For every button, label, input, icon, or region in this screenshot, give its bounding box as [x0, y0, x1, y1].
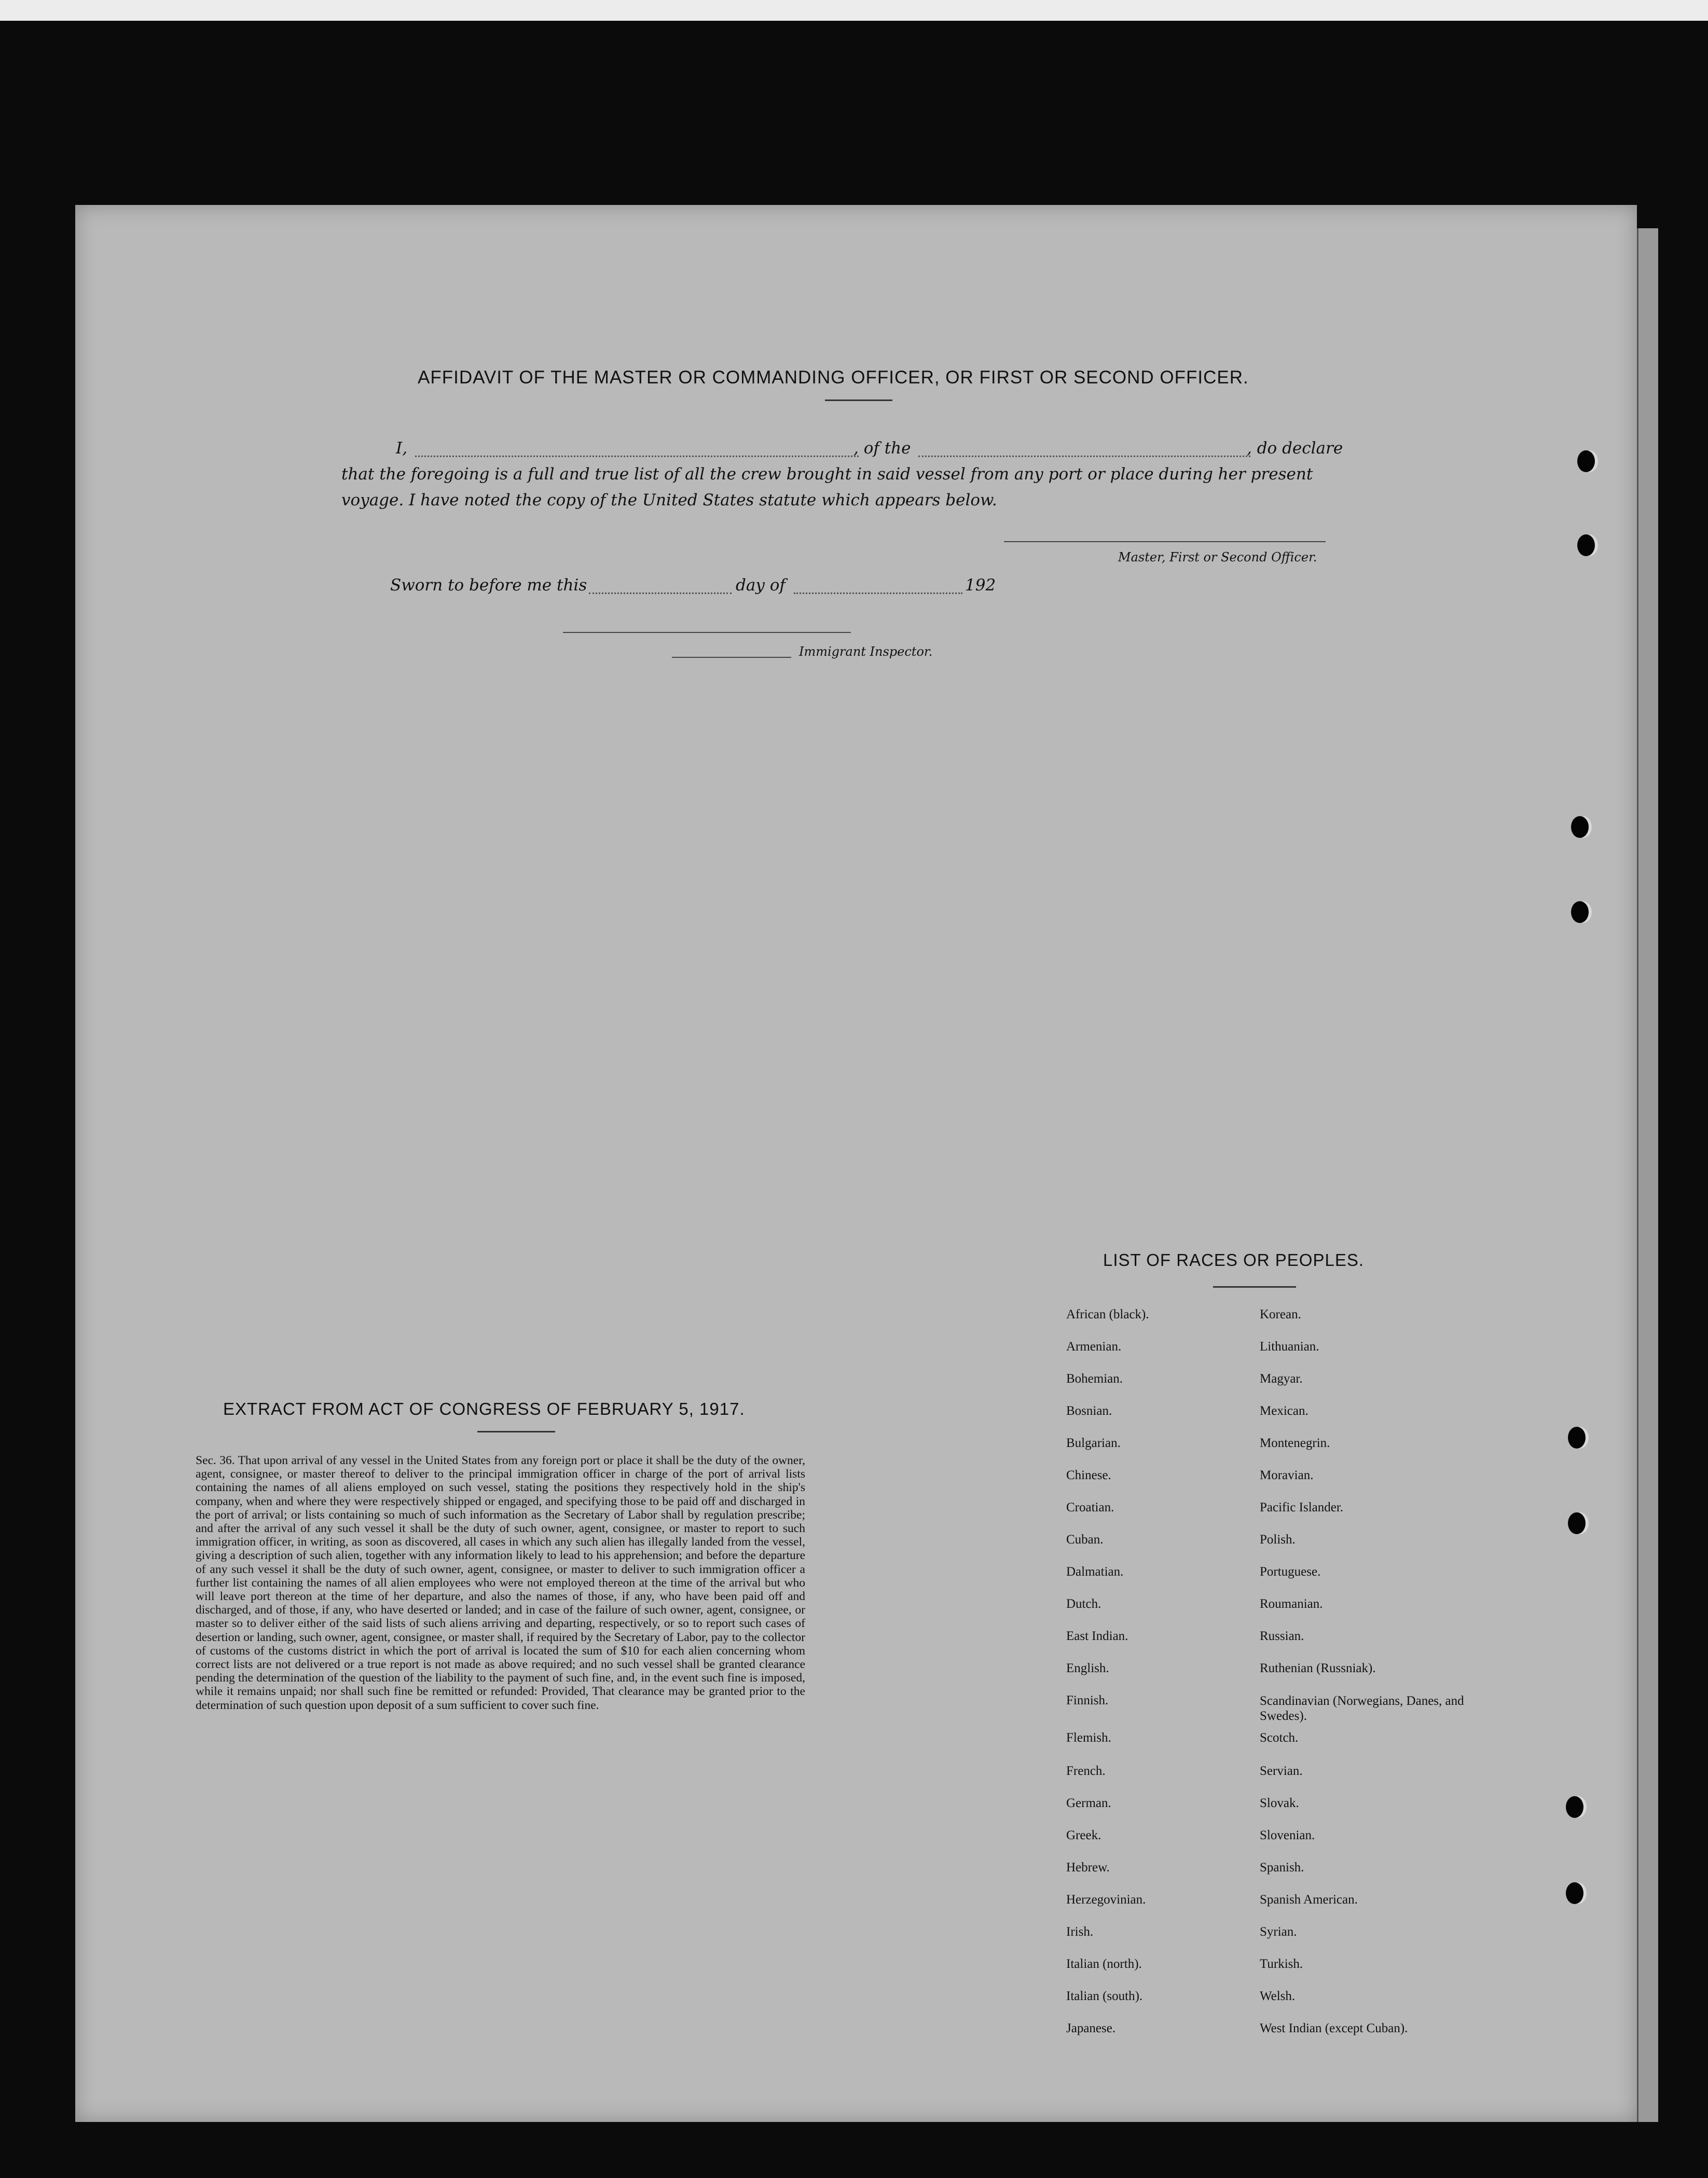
- race-item: Bulgarian.: [1066, 1436, 1121, 1450]
- race-item: Hebrew.: [1066, 1860, 1110, 1874]
- extract-title-rule: [477, 1431, 555, 1432]
- race-item: Roumanian.: [1260, 1597, 1323, 1611]
- vessel-name-field[interactable]: [918, 456, 1250, 457]
- race-item: African (black).: [1066, 1307, 1149, 1321]
- affidavit-do-declare: , do declare: [1247, 439, 1343, 458]
- inspector-signature-line[interactable]: [672, 657, 791, 658]
- race-item: Magyar.: [1260, 1372, 1303, 1386]
- race-item: Irish.: [1066, 1925, 1094, 1939]
- races-title: LIST OF RACES OR PEOPLES.: [1103, 1250, 1365, 1270]
- race-item: Polish.: [1260, 1533, 1296, 1547]
- sworn-month-field[interactable]: [794, 592, 962, 594]
- race-item: Ruthenian (Russniak).: [1260, 1661, 1376, 1675]
- title-rule: [825, 399, 892, 401]
- punch-hole: [1566, 1882, 1583, 1904]
- inspector-label: Immigrant Inspector.: [799, 644, 933, 659]
- scan-top-strip: [0, 0, 1708, 21]
- race-item: Chinese.: [1066, 1468, 1111, 1482]
- punch-hole: [1566, 1796, 1583, 1818]
- race-item: Italian (north).: [1066, 1957, 1142, 1971]
- race-item: Syrian.: [1260, 1925, 1297, 1939]
- affidavit-i: I,: [396, 439, 408, 458]
- affidavit-line-3: voyage. I have noted the copy of the United States statute which appears below.: [341, 491, 997, 509]
- affidavit-title: AFFIDAVIT OF THE MASTER OR COMMANDING OFFICER, OR FIRST OR SECOND OFFICER.: [418, 367, 1249, 388]
- race-item: Armenian.: [1066, 1340, 1122, 1354]
- race-item: West Indian (except Cuban).: [1260, 2021, 1408, 2035]
- races-title-rule: [1213, 1286, 1296, 1288]
- act-section-36-text: Sec. 36. That upon arrival of any vessel in the United States from any foreign port or place it shall be the duty of the owner, agent, consignee, or master thereof to deliver to the principal immigration officer in charge of the port of arrival lists containing the names of all aliens employed on such vessel, stating the positions they respectively hold in the ship's company, when and where they were respectively shipped or engaged, and specifying those to be paid off and discharged in the port of arrival; or lists containing so much of such information as the Secretary of Labor shall by regulation prescribe; and after the arrival of any such vessel it shall be the duty of such owner, agent, consignee, or master to report to such immigration officer, in writing, as soon as discovered, all cases in which any such alien has illegally landed from the vessel, giving a description of such alien, together with any information likely to lead to his apprehension; and before the departure of any such vessel it shall be the duty of such owner, agent, consignee, or master to deliver to such immigration officer a further list containing the names of all alien employees who were not employed thereon at the time of the arrival but who will leave port thereon at the time of her departure, and also the names of those, if any, who have been paid off and discharged, and of those, if any, who have deserted or landed; and in case of the failure of such owner, agent, consignee, or master so to deliver either of the said lists of such aliens arriving and departing, respectively, or so to report such cases of desertion or landing, such owner, agent, consignee, or master shall, if required by the Secretary of Labor, pay to the collector of customs of the customs district in which the port of arrival is located the sum of $10 for each alien concerning whom correct lists are not delivered or a true report is not made as above required; and no such vessel shall be granted clearance pending the determination of the question of the liability to the payment of such fine, and, in the event such fine is imposed, while it remains unpaid; nor shall such fine be remitted or refunded: Provided, That clearance may be granted prior to the determination of such question upon deposit of a sum sufficient to cover such fine.: [196, 1454, 805, 1712]
- race-item: Montenegrin.: [1260, 1436, 1330, 1450]
- race-item: Italian (south).: [1066, 1989, 1143, 2003]
- race-item: Herzegovinian.: [1066, 1893, 1146, 1907]
- race-item: Dalmatian.: [1066, 1565, 1124, 1579]
- inspector-signature-line-upper: [563, 632, 851, 633]
- race-item: Lithuanian.: [1260, 1340, 1319, 1354]
- master-signature-label: Master, First or Second Officer.: [1118, 550, 1317, 564]
- extract-title: EXTRACT FROM ACT OF CONGRESS OF FEBRUARY 5, 1917.: [223, 1399, 745, 1418]
- page-stack-edge: [1637, 228, 1658, 2122]
- race-item: Korean.: [1260, 1307, 1301, 1321]
- race-item: Slovak.: [1260, 1796, 1299, 1810]
- race-item: Slovenian.: [1260, 1828, 1315, 1842]
- race-item: Finnish.: [1066, 1693, 1109, 1707]
- punch-hole: [1571, 816, 1589, 838]
- race-item: Scandinavian (Norwegians, Danes, and Swedes).: [1260, 1694, 1464, 1723]
- race-item: Croatian.: [1066, 1500, 1114, 1514]
- race-item: Cuban.: [1066, 1533, 1104, 1547]
- race-item: Bosnian.: [1066, 1404, 1112, 1418]
- race-item: Spanish.: [1260, 1860, 1304, 1874]
- race-item: Moravian.: [1260, 1468, 1314, 1482]
- day-of-text: day of: [736, 576, 786, 595]
- punch-hole: [1568, 1512, 1586, 1534]
- declarant-name-field[interactable]: [415, 456, 859, 457]
- sworn-day-field[interactable]: [589, 592, 732, 594]
- race-item: Greek.: [1066, 1828, 1101, 1842]
- race-item: French.: [1066, 1764, 1106, 1778]
- sworn-year: 192: [965, 576, 996, 595]
- race-item: Flemish.: [1066, 1731, 1111, 1745]
- race-item: Turkish.: [1260, 1957, 1303, 1971]
- race-item: Russian.: [1260, 1629, 1304, 1643]
- master-signature-line[interactable]: [1004, 541, 1326, 542]
- race-item: Dutch.: [1066, 1597, 1101, 1611]
- punch-hole: [1568, 1427, 1586, 1449]
- races-column-2: [1260, 1307, 1519, 2055]
- affidavit-line-2: that the foregoing is a full and true list of all the crew brought in said vessel from any port or place during her present: [341, 465, 1313, 484]
- punch-hole: [1577, 534, 1595, 556]
- race-item: Welsh.: [1260, 1989, 1296, 2003]
- race-item: Pacific Islander.: [1260, 1500, 1344, 1514]
- punch-hole: [1577, 450, 1595, 472]
- race-item: Servian.: [1260, 1764, 1303, 1778]
- race-item: Portuguese.: [1260, 1565, 1321, 1579]
- race-item: German.: [1066, 1796, 1111, 1810]
- affidavit-of-the: , of the: [853, 439, 911, 458]
- race-item: Japanese.: [1066, 2021, 1116, 2035]
- race-item: Bohemian.: [1066, 1372, 1123, 1386]
- race-item: Scotch.: [1260, 1731, 1299, 1745]
- sworn-text: Sworn to before me this: [390, 576, 587, 595]
- punch-hole: [1571, 901, 1589, 923]
- race-item: Spanish American.: [1260, 1893, 1358, 1907]
- race-item: Mexican.: [1260, 1404, 1308, 1418]
- race-item: English.: [1066, 1661, 1109, 1675]
- race-item: East Indian.: [1066, 1629, 1128, 1643]
